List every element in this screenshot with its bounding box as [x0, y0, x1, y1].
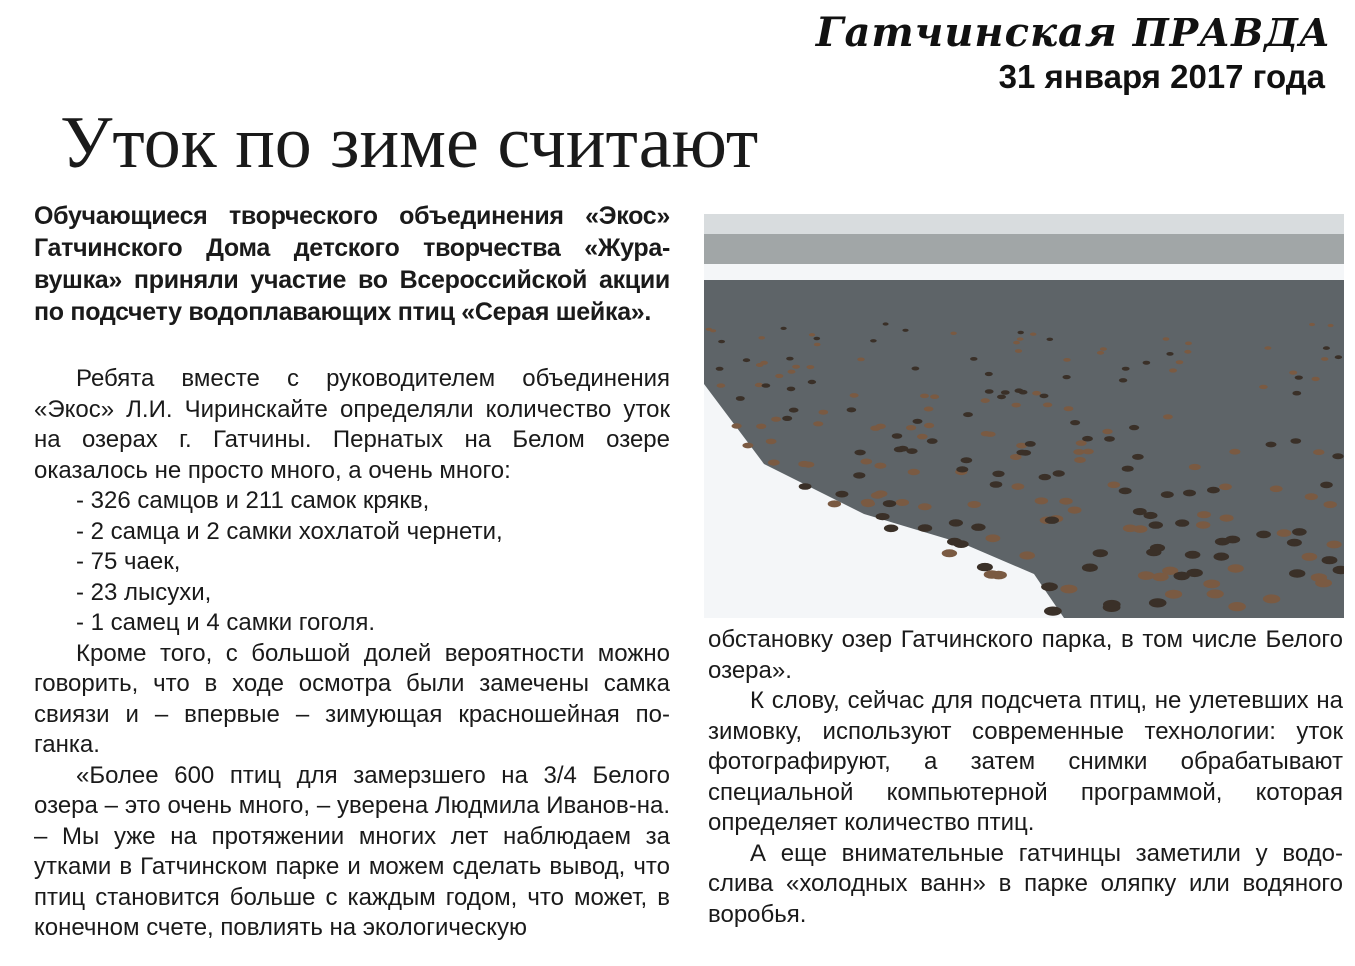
duck	[950, 332, 956, 335]
list-item: - 1 самец и 4 самки гоголя.	[76, 609, 376, 636]
duck	[835, 491, 848, 498]
duck	[807, 365, 815, 369]
duck	[1063, 358, 1070, 362]
duck	[1060, 585, 1077, 594]
duck	[883, 322, 889, 325]
duck	[1102, 429, 1112, 434]
left-paragraph-2: Кроме того, с большой долей вероятности можно говорить, что в ходе осмотра были замечены самка свиязи и – впервые – зимующая красношейная по-ганка.	[34, 639, 670, 758]
duck	[787, 387, 796, 392]
duck	[906, 425, 916, 430]
duck	[990, 481, 1003, 488]
duck	[1083, 449, 1094, 455]
duck	[1183, 490, 1196, 497]
newspaper-title-part1: Гатчинская	[815, 9, 1118, 56]
list-item: - 326 самцов и 211 самок крякв,	[76, 487, 430, 514]
duck	[997, 395, 1006, 400]
duck	[771, 417, 781, 422]
duck	[971, 524, 985, 531]
duck	[762, 383, 771, 387]
duck	[977, 563, 993, 571]
duck	[1184, 350, 1191, 354]
duck	[876, 513, 890, 520]
duck	[985, 372, 993, 376]
duck	[1012, 483, 1025, 490]
duck	[1119, 488, 1132, 495]
duck	[1197, 511, 1211, 518]
duck	[947, 538, 962, 546]
duck	[758, 336, 765, 339]
duck	[1203, 580, 1220, 589]
duck	[1082, 436, 1093, 442]
duck	[1219, 484, 1232, 491]
left-paragraph-1: Ребята вместе с руководителем объединения «Экос» Л.И. Чиринскайте определяли количество уток на озерах г. Гатчины. Пернатых на Белом озере оказалось не просто много, а очень много:	[34, 365, 670, 484]
duck	[1152, 573, 1168, 582]
duck	[1176, 360, 1184, 364]
duck	[1068, 507, 1082, 514]
duck	[1064, 406, 1074, 411]
duck	[1032, 391, 1041, 396]
duck	[1220, 515, 1234, 522]
duck	[1015, 349, 1022, 353]
duck	[1097, 351, 1104, 355]
duck	[884, 525, 898, 533]
duck	[991, 571, 1007, 580]
duck	[1013, 341, 1020, 345]
duck	[781, 327, 787, 330]
duck	[1289, 371, 1297, 375]
duck	[786, 357, 793, 361]
duck	[1082, 564, 1098, 572]
duck	[1053, 470, 1065, 476]
right-paragraph-3: А еще внимательные гатчинцы заметили у водо-слива «холодных ванн» в парке оляпку или водяного воробья.	[708, 839, 1343, 928]
duck	[1122, 466, 1134, 472]
duck	[1047, 338, 1054, 341]
duck	[924, 407, 934, 412]
duck	[813, 421, 823, 426]
duck	[1207, 589, 1224, 598]
duck	[789, 408, 799, 413]
duck	[1016, 450, 1027, 456]
duck	[792, 365, 800, 369]
duck	[1104, 436, 1115, 442]
duck	[1215, 538, 1230, 546]
duck	[883, 500, 896, 507]
duck	[1270, 486, 1283, 493]
duck	[1174, 572, 1190, 581]
duck	[1012, 403, 1021, 408]
duck	[788, 370, 796, 374]
duck	[1122, 367, 1130, 371]
duck	[718, 340, 725, 343]
duck	[814, 337, 821, 340]
duck	[743, 358, 750, 362]
list-item: - 2 самца и 2 самки хохлатой чернети,	[76, 517, 503, 545]
duck	[892, 433, 903, 439]
duck	[927, 438, 938, 444]
left-column	[34, 364, 670, 944]
duck	[756, 424, 766, 429]
duck	[736, 396, 745, 401]
duck	[981, 398, 990, 403]
duck	[1070, 420, 1080, 425]
duck	[1063, 375, 1071, 379]
duck	[1163, 337, 1170, 340]
duck	[1017, 337, 1024, 340]
duck	[861, 459, 873, 465]
duck	[902, 329, 908, 332]
duck	[961, 457, 973, 463]
duck	[1277, 529, 1292, 537]
article-headline: Уток по зиме считают	[60, 102, 759, 184]
duck	[1327, 541, 1342, 549]
duck	[970, 357, 977, 361]
duck	[1119, 378, 1127, 382]
article-lead: Обучающиеся творческого объединения «Экос» Гатчинского Дома детского творчества «Жура-вушка» приняли участие во Всероссийской акции по подсчету водоплавающих птиц «Серая шейка».	[34, 202, 670, 326]
duck	[1123, 525, 1137, 533]
duck	[710, 329, 716, 332]
duck	[913, 419, 923, 424]
duck	[871, 492, 884, 499]
duck	[1189, 464, 1201, 470]
duck	[1129, 425, 1139, 430]
duck	[1185, 342, 1192, 346]
duck	[847, 407, 857, 412]
duck	[1044, 607, 1062, 616]
duck	[1323, 346, 1330, 350]
duck	[768, 460, 780, 466]
duck	[986, 534, 1001, 542]
duck	[1259, 385, 1268, 389]
duck	[1018, 331, 1024, 334]
duck	[1332, 453, 1343, 459]
duck	[814, 343, 821, 347]
duck	[949, 519, 963, 526]
duck	[1256, 531, 1271, 539]
left-paragraph-3: «Более 600 птиц для замерзшего на 3/4 Белого озера – это очень много, – уверена Людмила Иванов-на. – Мы уже на протяжении многих лет наблюдаем за утками в Гатчинском парке и можем сделать вывод, что птиц становится больше с каждым годом, что может, в конечном счете, повлиять на экологическую	[34, 761, 670, 941]
duck	[942, 549, 957, 557]
masthead	[816, 10, 1331, 96]
duck	[1322, 556, 1338, 564]
duck	[716, 367, 724, 371]
ducks-on-lake-photo	[704, 214, 1344, 618]
right-paragraph-1: обстановку озер Гатчинского парка, в том числе Белого озера».	[708, 626, 1343, 684]
duck	[1035, 497, 1048, 504]
duck	[897, 446, 908, 452]
duck	[1335, 355, 1342, 359]
duck	[963, 412, 973, 417]
duck	[875, 463, 887, 469]
duck	[920, 394, 929, 399]
duck	[918, 524, 932, 532]
duck	[1229, 449, 1240, 455]
duck	[1328, 324, 1334, 327]
right-paragraph-2: К слову, сейчас для подсчета птиц, не улетевших на зимовку, используют современные технологии: уток фотографируют, а затем снимки обрабатывают специальной компьютерной программой, которая определяет количество птиц.	[708, 687, 1343, 836]
duck	[1143, 361, 1151, 365]
duck	[1302, 553, 1318, 561]
duck	[1040, 394, 1049, 399]
duck	[918, 503, 932, 510]
duck	[1295, 376, 1303, 380]
duck	[1144, 512, 1158, 519]
duck	[956, 466, 968, 472]
duck	[809, 333, 815, 336]
duck	[766, 439, 777, 445]
duck	[912, 367, 920, 371]
duck	[1132, 454, 1144, 460]
duck	[1292, 528, 1307, 536]
duck	[1324, 501, 1337, 508]
duck	[1103, 600, 1121, 609]
duck	[1043, 403, 1052, 408]
duck	[1290, 438, 1301, 444]
newspaper-title	[816, 10, 1331, 56]
duck	[1175, 519, 1189, 526]
newspaper-title-part2: ПРАВДА	[1132, 10, 1331, 55]
duck	[1313, 449, 1324, 455]
duck	[857, 358, 864, 362]
duck	[1185, 551, 1201, 559]
duck	[760, 361, 768, 365]
duck	[1169, 368, 1177, 372]
duck	[775, 374, 783, 378]
duck	[782, 416, 792, 421]
duck	[908, 469, 920, 475]
duck	[1165, 590, 1182, 599]
duck	[1025, 441, 1036, 447]
duck	[850, 393, 859, 398]
duck	[924, 423, 934, 428]
duck	[1166, 352, 1173, 356]
duck	[1059, 498, 1072, 505]
duck	[981, 431, 992, 436]
duck	[862, 500, 875, 507]
duck	[808, 380, 816, 384]
duck	[870, 339, 877, 342]
duck	[853, 472, 865, 478]
duck	[1320, 482, 1333, 489]
duck	[1149, 598, 1167, 607]
duck	[1138, 571, 1154, 580]
duck	[1149, 521, 1163, 528]
duck	[1196, 521, 1210, 528]
duck	[1019, 551, 1035, 559]
duck	[854, 450, 865, 456]
duck	[1108, 482, 1121, 489]
duck	[985, 389, 994, 394]
list-item: - 23 лысухи,	[76, 578, 212, 606]
duck	[1312, 377, 1320, 381]
duck	[1161, 491, 1174, 498]
duck	[1074, 457, 1086, 463]
duck	[828, 500, 841, 507]
duck	[968, 501, 981, 508]
article-photo	[704, 214, 1344, 618]
duck	[1093, 549, 1108, 557]
duck	[1207, 487, 1220, 494]
duck	[742, 443, 753, 449]
duck	[1041, 582, 1058, 591]
duck	[1263, 594, 1280, 603]
issue-date: 31 января 2017 года	[998, 58, 1325, 95]
duck	[798, 461, 810, 467]
duck	[1030, 333, 1036, 336]
duck	[1045, 517, 1059, 524]
duck	[732, 423, 742, 428]
duck	[876, 424, 886, 429]
duck	[819, 410, 829, 415]
duck	[930, 394, 939, 399]
list-item: - 75 чаек,	[76, 548, 181, 575]
duck	[1305, 493, 1318, 500]
duck	[799, 483, 812, 490]
duck	[1039, 474, 1051, 480]
duck	[1266, 442, 1277, 448]
duck	[1163, 414, 1173, 419]
duck	[1292, 391, 1301, 396]
duck	[1100, 347, 1107, 351]
right-column	[708, 625, 1343, 930]
duck	[1287, 539, 1302, 547]
duck	[1150, 544, 1165, 552]
duck	[896, 499, 909, 506]
duck	[1315, 579, 1332, 588]
duck	[1289, 569, 1305, 577]
duck	[992, 471, 1004, 477]
duck	[717, 383, 726, 387]
duck	[1228, 564, 1244, 572]
duck	[917, 434, 928, 440]
duck	[1015, 388, 1024, 393]
duck	[1228, 602, 1246, 611]
duck	[1309, 323, 1315, 326]
duck	[1214, 553, 1230, 561]
duck	[1264, 346, 1271, 350]
duck	[1321, 357, 1328, 361]
duck	[1001, 390, 1010, 395]
